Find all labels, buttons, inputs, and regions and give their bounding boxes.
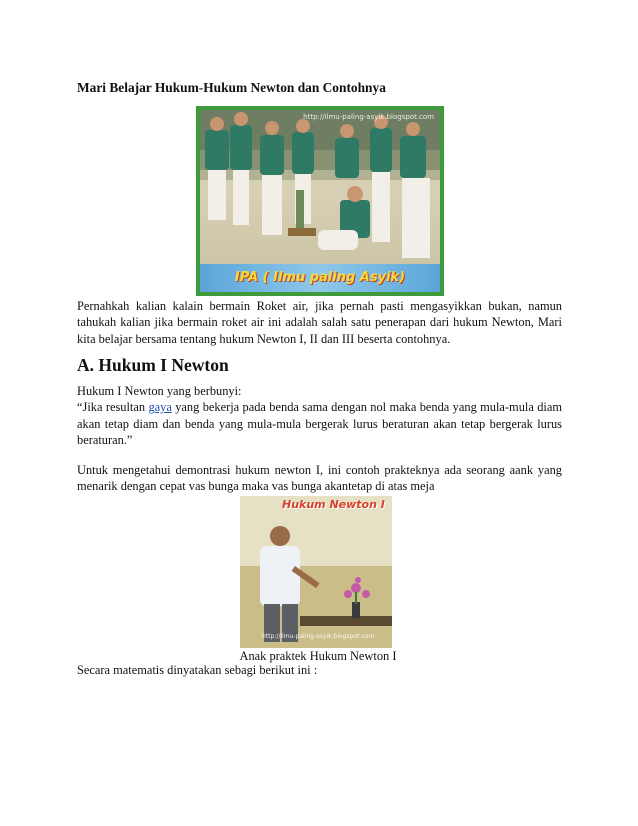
intro-paragraph: Pernahkah kalian kalain bermain Roket air, jika pernah pasti mengasyikkan bukan, namun tahukah kalian jika bermain roket air ini adalah salah satu penerapan dari hukum Newton, Mari kita belajar bersama tentang hukum Newton I, II dan III beserta contohnya. [77, 299, 562, 346]
law-quote-end: yang bekerja pada benda sama dengan nol maka benda yang mula-mula diam akan tetap diam dan benda yang mula-mula bergerak lurus beraturan akan tetap bergerak lurus beraturan.” [77, 400, 562, 448]
newton-demo-photo [240, 496, 392, 648]
demo-paragraph: Untuk mengetahui demontrasi hukum newton I, ini contoh prakteknya ada seorang aank yang menarik dengan cepat vas bunga maka vas bunga akantetap di atas meja [77, 463, 562, 494]
law-intro: Hukum I Newton yang berbunyi: [77, 384, 242, 398]
photo-label: Hukum Newton I [282, 498, 385, 511]
photo-watermark: http://ilmu-paling-asyik.blogspot.com [303, 113, 434, 121]
math-intro-paragraph: Secara matematis dinyatakan sebagi berikut ini : [77, 663, 318, 677]
gaya-link[interactable]: gaya [148, 400, 172, 415]
photo-watermark: http://ilmu-paling-asyik.blogspot.com [262, 633, 375, 640]
law-quote-start: “Jika resultan [77, 400, 149, 415]
student-vase-illustration [240, 496, 392, 648]
document-title: Mari Belajar Hukum-Hukum Newton dan Contohnya [77, 80, 386, 95]
photo-banner: IPA ( Ilmu paling Asyik) [200, 264, 440, 292]
law-paragraph [77, 383, 562, 449]
section-heading-hukum-1: A. Hukum I Newton [77, 355, 229, 375]
water-rocket-photo [196, 106, 444, 296]
figure-caption: Anak praktek Hukum Newton I [239, 649, 397, 663]
